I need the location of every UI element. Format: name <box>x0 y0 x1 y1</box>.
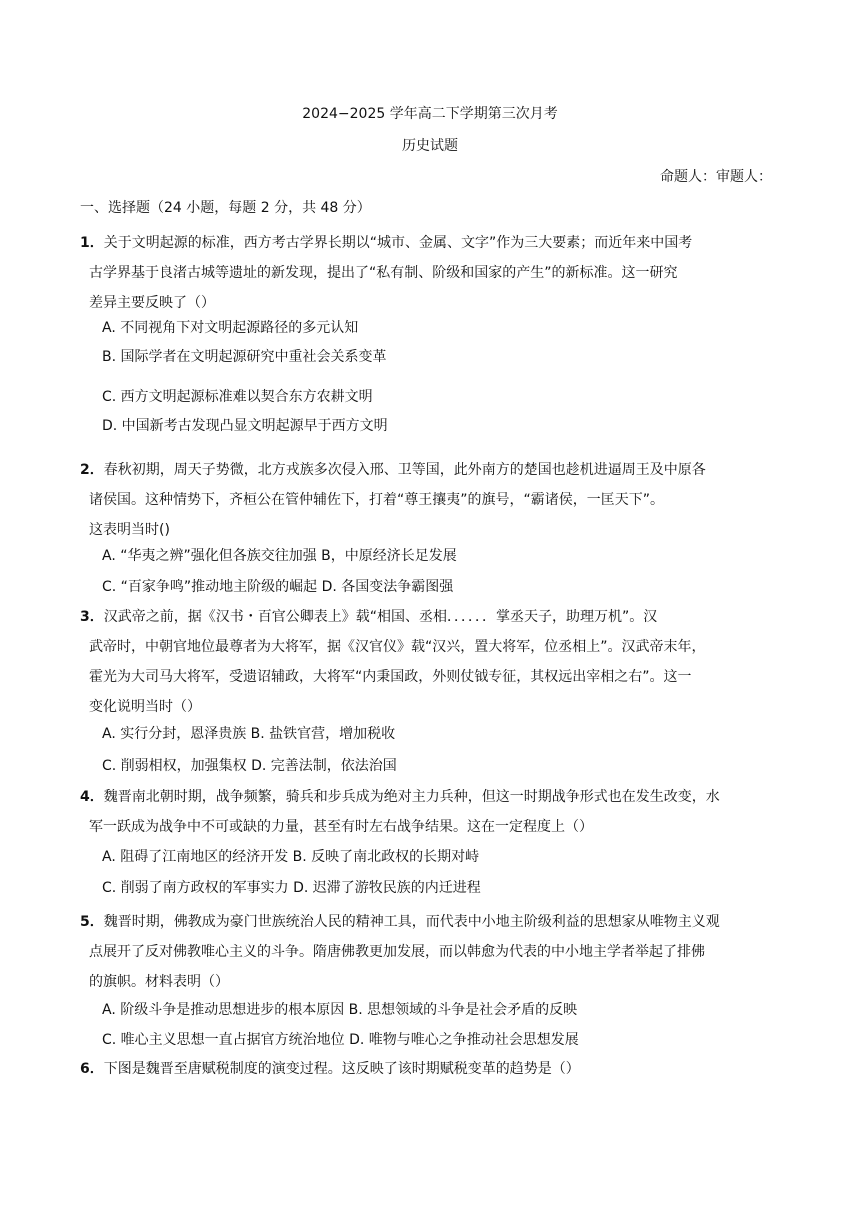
question-line: 魏晋南北朝时期，战争频繁，骑兵和步兵成为绝对主力兵种，但这一时期战争形式也在发生改变，水 <box>103 789 720 805</box>
question-number: 6． <box>80 1061 104 1077</box>
question-line: 春秋初期，周天子势微，北方戎族多次侵入邢、卫等国，此外南方的楚国也趁机进逼周王及中原各 <box>103 462 706 478</box>
option-cd: C. “百家争鸣”推动地主阶级的崛起 D. 各国变法争霸图强 <box>102 579 454 595</box>
question-line: 的旗帜。材料表明（） <box>89 974 229 990</box>
question-line: 变化说明当时（） <box>89 699 201 715</box>
question-line: 点展开了反对佛教唯心主义的斗争。隋唐佛教更加发展，而以韩愈为代表的中小地主学者举起了排佛 <box>89 944 705 960</box>
question-3-stem <box>80 602 760 722</box>
question-number: 3． <box>80 609 104 625</box>
question-number: 1． <box>80 235 104 251</box>
option-d: D. 中国新考古发现凸显文明起源早于西方文明 <box>102 418 388 434</box>
question-number: 2． <box>80 462 104 478</box>
question-line: 关于文明起源的标准，西方考古学界长期以“城市、金属、文字”作为三大要素；而近年来中国考 <box>103 235 693 251</box>
option-a: A. 不同视角下对文明起源路径的多元认知 <box>102 320 359 336</box>
question-line: 差异主要反映了（） <box>89 295 215 311</box>
section-heading: 一、选择题（24 小题，每题 2 分，共 48 分） <box>80 200 371 216</box>
option-ab: A. “华夷之辨”强化但各族交往加强 B，中原经济长足发展 <box>102 548 457 564</box>
question-line: 下图是魏晋至唐赋税制度的演变过程。这反映了该时期赋税变革的趋势是（） <box>103 1061 580 1077</box>
question-2-stem <box>80 455 760 545</box>
question-line: 武帝时，中朝官地位最尊者为大将军，据《汉官仪》载“汉兴，置大将军，位丞相上”。汉武帝末年， <box>89 639 706 655</box>
question-line: 霍光为大司马大将军，受遗诏辅政，大将军“内秉国政，外则仗钺专征，其权远出宰相之右”。这一 <box>89 669 692 685</box>
option-ab: A. 阻碍了江南地区的经济开发 B. 反映了南北政权的长期对峙 <box>102 849 480 865</box>
option-ab: A. 实行分封，恩泽贵族 B. 盐铁官营，增加税收 <box>102 726 396 742</box>
option-c: C. 西方文明起源标准难以契合东方农耕文明 <box>102 389 373 405</box>
question-line: 诸侯国。这种情势下，齐桓公在管仲辅佐下，打着“尊王攘夷”的旗号，“霸诸侯，一匡天下”。 <box>89 492 665 508</box>
question-line: 军一跃成为战争中不可或缺的力量，甚至有时左右战争结果。这在一定程度上（） <box>89 819 593 835</box>
question-line: 古学界基于良渚古城等遗址的新发现，提出了“私有制、阶级和国家的产生”的新标准。这一研究 <box>89 265 678 281</box>
option-cd: C. 削弱相权，加强集权 D. 完善法制，依法治国 <box>102 758 397 774</box>
question-4-stem <box>80 782 760 842</box>
option-ab: A. 阶级斗争是推动思想进步的根本原因 B. 思想领域的斗争是社会矛盾的反映 <box>102 1002 578 1018</box>
question-1-stem <box>80 228 760 318</box>
question-line: 魏晋时期，佛教成为豪门世族统治人民的精神工具，而代表中小地主阶级利益的思想家从唯物主义观 <box>103 914 720 930</box>
author-line: 命题人：审题人： <box>660 169 772 185</box>
exam-title: 2024−2025 学年高二下学期第三次月考 <box>302 106 558 122</box>
question-line: 这表明当时() <box>89 522 170 538</box>
exam-subject: 历史试题 <box>402 138 458 154</box>
question-6-stem <box>80 1054 760 1084</box>
question-number: 4． <box>80 789 104 805</box>
option-b: B. 国际学者在文明起源研究中重社会关系变革 <box>102 349 387 365</box>
question-5-stem <box>80 907 760 997</box>
option-cd: C. 削弱了南方政权的军事实力 D. 迟滞了游牧民族的内迁进程 <box>102 880 481 896</box>
question-line: 汉武帝之前，据《汉书・百官公卿表上》载“相国、丞相．．．．．．掌丞天子，助理万机”。汉 <box>103 609 658 625</box>
option-cd: C. 唯心主义思想一直占据官方统治地位 D. 唯物与唯心之争推动社会思想发展 <box>102 1032 579 1048</box>
question-number: 5． <box>80 914 104 930</box>
